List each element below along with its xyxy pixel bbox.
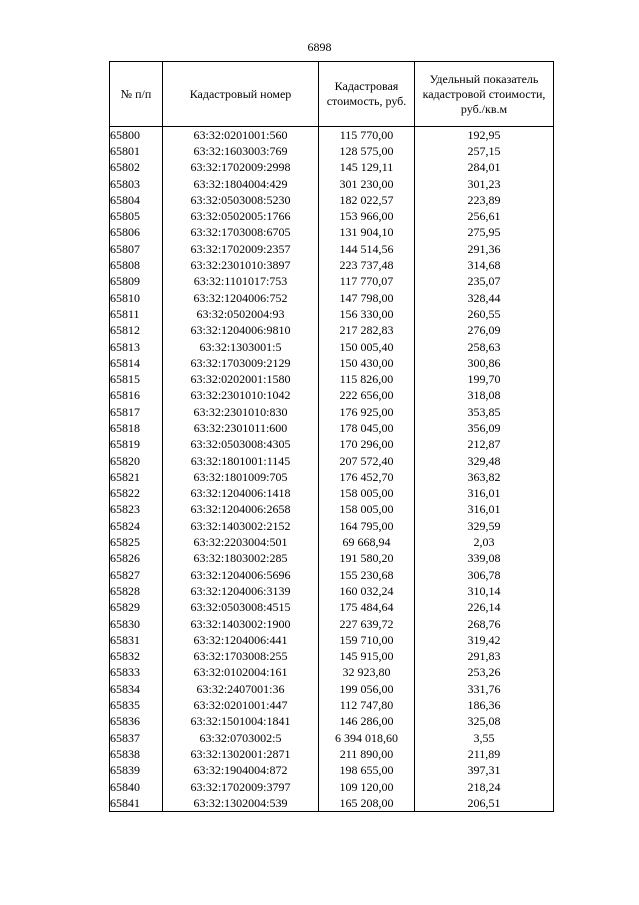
- row-index: 65823: [110, 502, 163, 518]
- row-unit-value: 3,55: [415, 730, 554, 746]
- row-cadastral-number: 63:32:1904004:872: [163, 763, 319, 779]
- row-unit-value: 353,85: [415, 404, 554, 420]
- row-cadastral-number: 63:32:1204006:3139: [163, 583, 319, 599]
- row-cadastral-number: 63:32:0503008:4515: [163, 600, 319, 616]
- row-index: 65812: [110, 323, 163, 339]
- row-unit-value: 316,01: [415, 486, 554, 502]
- row-cadastral-value: 159 710,00: [319, 632, 415, 648]
- table-row: [110, 241, 554, 257]
- row-unit-value: 325,08: [415, 714, 554, 730]
- row-unit-value: 268,76: [415, 616, 554, 632]
- row-index: 65841: [110, 795, 163, 812]
- row-cadastral-value: 227 639,72: [319, 616, 415, 632]
- table-row: [110, 681, 554, 697]
- row-index: 65834: [110, 681, 163, 697]
- row-cadastral-value: 145 915,00: [319, 649, 415, 665]
- row-cadastral-number: 63:32:0102004:161: [163, 665, 319, 681]
- row-cadastral-number: 63:32:1303001:5: [163, 339, 319, 355]
- row-unit-value: 319,42: [415, 632, 554, 648]
- row-index: 65826: [110, 551, 163, 567]
- row-cadastral-number: 63:32:1703008:6705: [163, 225, 319, 241]
- table-row: [110, 388, 554, 404]
- row-index: 65825: [110, 534, 163, 550]
- row-unit-value: 284,01: [415, 160, 554, 176]
- row-cadastral-value: 178 045,00: [319, 420, 415, 436]
- row-unit-value: 186,36: [415, 697, 554, 713]
- row-cadastral-number: 63:32:0503008:4305: [163, 437, 319, 453]
- row-unit-value: 356,09: [415, 420, 554, 436]
- table-row: [110, 730, 554, 746]
- row-cadastral-value: 175 484,64: [319, 600, 415, 616]
- row-unit-value: 301,23: [415, 176, 554, 192]
- row-cadastral-value: 150 005,40: [319, 339, 415, 355]
- row-unit-value: 256,61: [415, 208, 554, 224]
- row-unit-value: 260,55: [415, 306, 554, 322]
- row-cadastral-value: 6 394 018,60: [319, 730, 415, 746]
- row-cadastral-number: 63:32:1803002:285: [163, 551, 319, 567]
- row-cadastral-value: 109 120,00: [319, 779, 415, 795]
- table-row: [110, 453, 554, 469]
- table-row: [110, 632, 554, 648]
- row-cadastral-number: 63:32:0201001:447: [163, 697, 319, 713]
- row-cadastral-value: 128 575,00: [319, 143, 415, 159]
- row-unit-value: 223,89: [415, 192, 554, 208]
- table-row: [110, 339, 554, 355]
- row-unit-value: 331,76: [415, 681, 554, 697]
- row-cadastral-value: 131 904,10: [319, 225, 415, 241]
- table-header-row: [110, 62, 554, 127]
- row-cadastral-number: 63:32:1501004:1841: [163, 714, 319, 730]
- row-index: 65833: [110, 665, 163, 681]
- row-index: 65821: [110, 469, 163, 485]
- table-row: [110, 176, 554, 192]
- row-unit-value: 306,78: [415, 567, 554, 583]
- row-unit-value: 310,14: [415, 583, 554, 599]
- row-index: 65836: [110, 714, 163, 730]
- row-unit-value: 329,59: [415, 518, 554, 534]
- row-cadastral-value: 211 890,00: [319, 746, 415, 762]
- row-index: 65817: [110, 404, 163, 420]
- row-cadastral-value: 145 129,11: [319, 160, 415, 176]
- row-unit-value: 275,95: [415, 225, 554, 241]
- row-unit-value: 2,03: [415, 534, 554, 550]
- row-cadastral-value: 301 230,00: [319, 176, 415, 192]
- table-row: [110, 127, 554, 144]
- row-index: 65818: [110, 420, 163, 436]
- row-cadastral-number: 63:32:2203004:501: [163, 534, 319, 550]
- row-index: 65819: [110, 437, 163, 453]
- row-cadastral-value: 112 747,80: [319, 697, 415, 713]
- table-row: [110, 502, 554, 518]
- table-row: [110, 518, 554, 534]
- row-unit-value: 314,68: [415, 257, 554, 273]
- row-cadastral-value: 155 230,68: [319, 567, 415, 583]
- row-unit-value: 291,83: [415, 649, 554, 665]
- row-unit-value: 253,26: [415, 665, 554, 681]
- row-index: 65802: [110, 160, 163, 176]
- table-row: [110, 355, 554, 371]
- row-index: 65820: [110, 453, 163, 469]
- row-cadastral-number: 63:32:0502005:1766: [163, 208, 319, 224]
- row-cadastral-number: 63:32:1204006:2658: [163, 502, 319, 518]
- row-cadastral-value: 217 282,83: [319, 323, 415, 339]
- row-unit-value: 318,08: [415, 388, 554, 404]
- row-index: 65816: [110, 388, 163, 404]
- row-cadastral-value: 170 296,00: [319, 437, 415, 453]
- row-cadastral-value: 222 656,00: [319, 388, 415, 404]
- table-row: [110, 290, 554, 306]
- row-index: 65811: [110, 306, 163, 322]
- row-unit-value: 192,95: [415, 127, 554, 144]
- table-row: [110, 649, 554, 665]
- row-index: 65815: [110, 371, 163, 387]
- row-index: 65800: [110, 127, 163, 144]
- row-cadastral-value: 150 430,00: [319, 355, 415, 371]
- row-index: 65801: [110, 143, 163, 159]
- table-row: [110, 257, 554, 273]
- row-cadastral-value: 158 005,00: [319, 486, 415, 502]
- row-index: 65838: [110, 746, 163, 762]
- row-cadastral-value: 156 330,00: [319, 306, 415, 322]
- row-cadastral-number: 63:32:1204006:752: [163, 290, 319, 306]
- row-cadastral-number: 63:32:1302001:2871: [163, 746, 319, 762]
- table-row: [110, 779, 554, 795]
- row-index: 65830: [110, 616, 163, 632]
- row-unit-value: 276,09: [415, 323, 554, 339]
- row-cadastral-value: 199 056,00: [319, 681, 415, 697]
- row-cadastral-value: 165 208,00: [319, 795, 415, 812]
- row-index: 65829: [110, 600, 163, 616]
- row-cadastral-value: 115 826,00: [319, 371, 415, 387]
- table-row: [110, 160, 554, 176]
- header-unit-value: Удельный показатель кадастровой стоимости, руб./кв.м: [415, 62, 554, 127]
- table-row: [110, 616, 554, 632]
- table-row: [110, 420, 554, 436]
- row-cadastral-number: 63:32:1804004:429: [163, 176, 319, 192]
- table-row: [110, 225, 554, 241]
- row-cadastral-number: 63:32:1302004:539: [163, 795, 319, 812]
- table-row: [110, 371, 554, 387]
- table-row: [110, 567, 554, 583]
- row-index: 65832: [110, 649, 163, 665]
- row-cadastral-number: 63:32:1702009:2357: [163, 241, 319, 257]
- row-cadastral-number: 63:32:2301010:3897: [163, 257, 319, 273]
- row-index: 65822: [110, 486, 163, 502]
- row-cadastral-value: 158 005,00: [319, 502, 415, 518]
- table-row: [110, 143, 554, 159]
- row-cadastral-number: 63:32:0502004:93: [163, 306, 319, 322]
- row-unit-value: 363,82: [415, 469, 554, 485]
- row-cadastral-number: 63:32:0201001:560: [163, 127, 319, 144]
- row-index: 65804: [110, 192, 163, 208]
- row-cadastral-number: 63:32:1101017:753: [163, 274, 319, 290]
- row-unit-value: 206,51: [415, 795, 554, 812]
- table-row: [110, 437, 554, 453]
- row-cadastral-number: 63:32:1204006:441: [163, 632, 319, 648]
- table-row: [110, 583, 554, 599]
- row-unit-value: 218,24: [415, 779, 554, 795]
- row-cadastral-value: 182 022,57: [319, 192, 415, 208]
- row-unit-value: 339,08: [415, 551, 554, 567]
- row-index: 65805: [110, 208, 163, 224]
- row-index: 65814: [110, 355, 163, 371]
- row-cadastral-number: 63:32:2407001:36: [163, 681, 319, 697]
- row-cadastral-value: 144 514,56: [319, 241, 415, 257]
- row-cadastral-value: 198 655,00: [319, 763, 415, 779]
- row-unit-value: 397,31: [415, 763, 554, 779]
- row-cadastral-number: 63:32:1703008:255: [163, 649, 319, 665]
- row-cadastral-value: 176 452,70: [319, 469, 415, 485]
- row-index: 65837: [110, 730, 163, 746]
- row-cadastral-number: 63:32:1603003:769: [163, 143, 319, 159]
- row-cadastral-number: 63:32:1204006:1418: [163, 486, 319, 502]
- row-cadastral-value: 191 580,20: [319, 551, 415, 567]
- table-row: [110, 600, 554, 616]
- row-cadastral-value: 117 770,07: [319, 274, 415, 290]
- row-cadastral-value: 147 798,00: [319, 290, 415, 306]
- table-row: [110, 763, 554, 779]
- row-index: 65810: [110, 290, 163, 306]
- row-cadastral-value: 164 795,00: [319, 518, 415, 534]
- table-row: [110, 208, 554, 224]
- row-cadastral-number: 63:32:1801001:1145: [163, 453, 319, 469]
- table-row: [110, 665, 554, 681]
- header-cadastral-number: Кадастровый номер: [163, 62, 319, 127]
- row-cadastral-number: 63:32:2301010:1042: [163, 388, 319, 404]
- table-row: [110, 551, 554, 567]
- row-cadastral-number: 63:32:2301011:600: [163, 420, 319, 436]
- page-number: 6898: [307, 40, 332, 54]
- row-unit-value: 199,70: [415, 371, 554, 387]
- row-cadastral-number: 63:32:0703002:5: [163, 730, 319, 746]
- table-row: [110, 192, 554, 208]
- row-cadastral-number: 63:32:2301010:830: [163, 404, 319, 420]
- row-index: 65806: [110, 225, 163, 241]
- row-cadastral-value: 207 572,40: [319, 453, 415, 469]
- row-unit-value: 226,14: [415, 600, 554, 616]
- row-cadastral-number: 63:32:1702009:3797: [163, 779, 319, 795]
- row-index: 65831: [110, 632, 163, 648]
- row-index: 65824: [110, 518, 163, 534]
- row-unit-value: 257,15: [415, 143, 554, 159]
- row-index: 65813: [110, 339, 163, 355]
- row-index: 65807: [110, 241, 163, 257]
- header-cadastral-value: Кадастровая стоимость, руб.: [319, 62, 415, 127]
- table-row: [110, 534, 554, 550]
- table-row: [110, 306, 554, 322]
- table-row: [110, 746, 554, 762]
- table-row: [110, 714, 554, 730]
- table-row: [110, 404, 554, 420]
- table-row: [110, 469, 554, 485]
- row-cadastral-value: 160 032,24: [319, 583, 415, 599]
- row-unit-value: 235,07: [415, 274, 554, 290]
- row-unit-value: 316,01: [415, 502, 554, 518]
- row-index: 65803: [110, 176, 163, 192]
- cadastral-table: [109, 61, 554, 812]
- row-unit-value: 212,87: [415, 437, 554, 453]
- row-cadastral-number: 63:32:1703009:2129: [163, 355, 319, 371]
- row-cadastral-number: 63:32:1702009:2998: [163, 160, 319, 176]
- row-cadastral-value: 32 923,80: [319, 665, 415, 681]
- row-unit-value: 211,89: [415, 746, 554, 762]
- row-index: 65839: [110, 763, 163, 779]
- row-unit-value: 258,63: [415, 339, 554, 355]
- row-cadastral-number: 63:32:1204006:5696: [163, 567, 319, 583]
- row-cadastral-value: 146 286,00: [319, 714, 415, 730]
- table-body: [110, 127, 554, 812]
- row-index: 65835: [110, 697, 163, 713]
- row-index: 65827: [110, 567, 163, 583]
- row-unit-value: 329,48: [415, 453, 554, 469]
- row-cadastral-number: 63:32:0503008:5230: [163, 192, 319, 208]
- row-cadastral-value: 69 668,94: [319, 534, 415, 550]
- row-unit-value: 300,86: [415, 355, 554, 371]
- table-row: [110, 795, 554, 812]
- row-index: 65840: [110, 779, 163, 795]
- table-row: [110, 274, 554, 290]
- row-unit-value: 328,44: [415, 290, 554, 306]
- row-index: 65808: [110, 257, 163, 273]
- row-index: 65809: [110, 274, 163, 290]
- header-index: № п/п: [110, 62, 163, 127]
- row-cadastral-number: 63:32:1403002:1900: [163, 616, 319, 632]
- row-cadastral-value: 153 966,00: [319, 208, 415, 224]
- row-cadastral-number: 63:32:1801009:705: [163, 469, 319, 485]
- row-cadastral-number: 63:32:1403002:2152: [163, 518, 319, 534]
- row-cadastral-value: 223 737,48: [319, 257, 415, 273]
- row-cadastral-value: 115 770,00: [319, 127, 415, 144]
- row-cadastral-number: 63:32:0202001:1580: [163, 371, 319, 387]
- table-row: [110, 697, 554, 713]
- row-unit-value: 291,36: [415, 241, 554, 257]
- table-row: [110, 323, 554, 339]
- row-index: 65828: [110, 583, 163, 599]
- row-cadastral-number: 63:32:1204006:9810: [163, 323, 319, 339]
- row-cadastral-value: 176 925,00: [319, 404, 415, 420]
- table-row: [110, 486, 554, 502]
